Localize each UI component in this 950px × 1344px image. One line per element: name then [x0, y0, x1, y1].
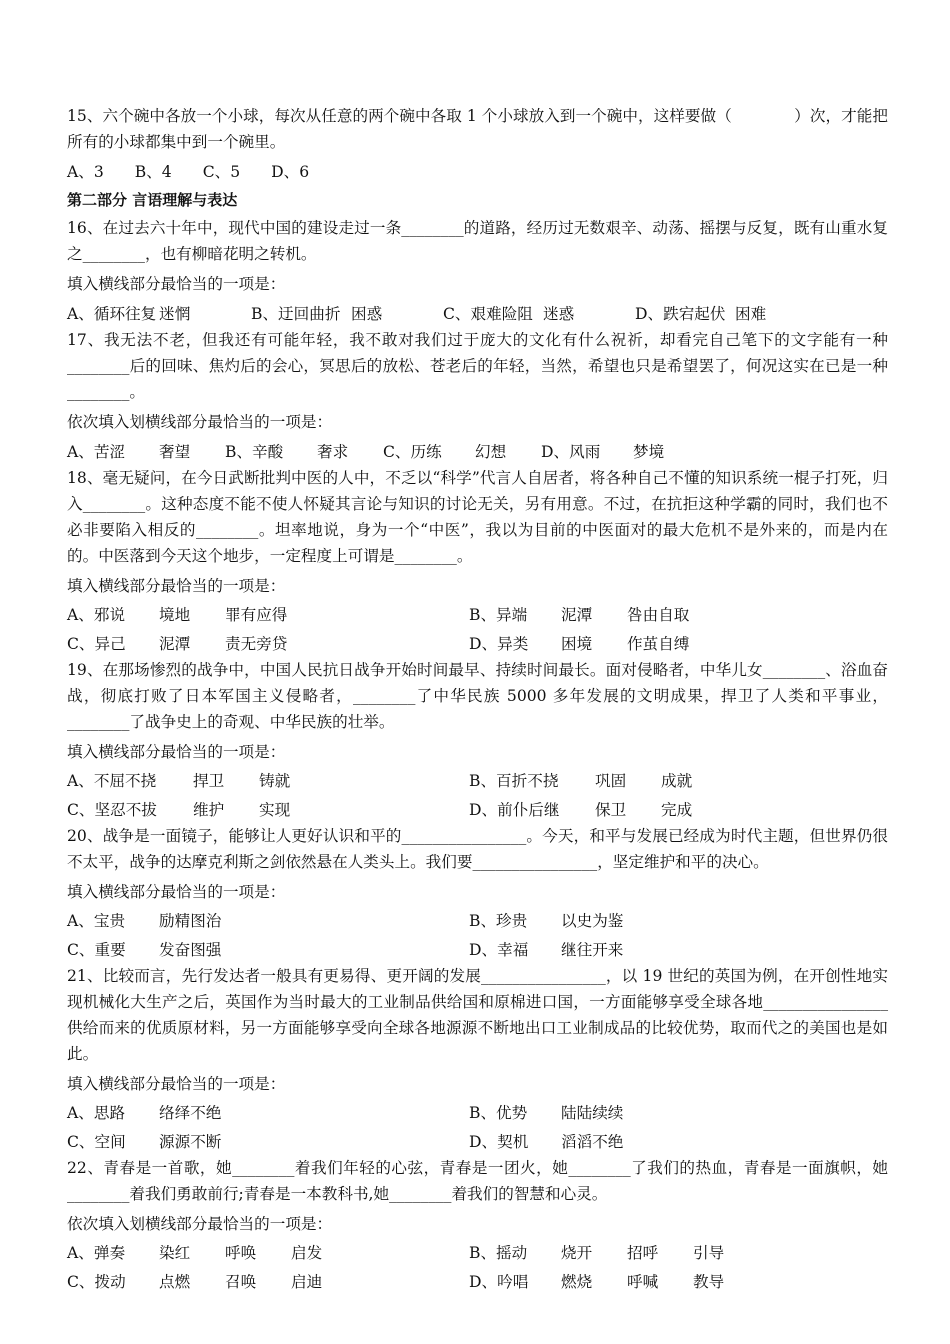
q19-option-b-3: 成就: [661, 772, 693, 790]
q18-option-b-3: 咎由自取: [627, 606, 690, 624]
q18-option-a-1: A、邪说: [67, 606, 126, 624]
q22-option-b-4: 引导: [693, 1244, 725, 1262]
q18-option-d-3: 作茧自缚: [627, 635, 690, 653]
q21-option-b-1: B、优势: [469, 1104, 528, 1122]
q19-option-a-3: 铸就: [259, 772, 291, 790]
q17-text: 17、我无法不老，但我还有可能年轻，我不敢对我们过于庞大的文化有什么祝祈，却看完自己笔下的文字能有一种________后的回味、焦灼后的会心，冥思后的放松、苍老后的年轻，当然，希望也只是希望罢了，何况这实在已是一种________。: [67, 331, 888, 401]
q22-options-row2: [67, 1269, 888, 1295]
q16-prompt: 填入横线部分最恰当的一项是：: [67, 275, 286, 293]
q22-option-a-3: 呼唤: [225, 1244, 257, 1262]
q19-option-a-2: 捍卫: [193, 772, 225, 790]
q22-options-row1: [67, 1240, 888, 1266]
q20-prompt: 填入横线部分最恰当的一项是：: [67, 883, 286, 901]
q18-option-d-2: 困境: [561, 635, 593, 653]
q15-option-a: A、3: [67, 163, 104, 181]
q17-prompt: 依次填入划横线部分最恰当的一项是：: [67, 413, 333, 431]
q22-option-d-1: D、吟唱: [469, 1273, 529, 1291]
q21-prompt: 填入横线部分最恰当的一项是：: [67, 1075, 286, 1093]
q16-option-a-1: A、循环往复: [67, 305, 157, 323]
q22-option-c-2: 点燃: [159, 1273, 191, 1291]
q16-option-a-2: 迷惘: [159, 305, 191, 323]
q20-option-a-2: 励精图治: [159, 912, 222, 930]
q22-text: 22、青春是一首歌，她________着我们年轻的心弦，青春是一团火，她________了我们的热血，青春是一面旗帜，她________着我们勇敢前行;青春是一本教科书,她________着我们的智慧和心灵。: [67, 1159, 888, 1203]
q16-option-b-1: B、迂回曲折: [251, 305, 341, 323]
q20-option-d-1: D、幸福: [469, 941, 529, 959]
section-title: 第二部分 言语理解与表达: [67, 191, 238, 209]
q17-option-c-1: C、历练: [383, 443, 442, 461]
q19-option-d-3: 完成: [661, 801, 693, 819]
q22-option-b-1: B、摇动: [469, 1244, 528, 1262]
q21-options-row2: [67, 1129, 888, 1155]
q19-option-b-1: B、百折不挠: [469, 772, 559, 790]
q21-option-c-2: 源源不断: [159, 1133, 222, 1151]
q17-option-b-2: 奢求: [317, 443, 349, 461]
q15-text: 15、六个碗中各放一个小球，每次从任意的两个碗中各取 1 个小球放入到一个碗中，这样要做（ ）次，才能把所有的小球都集中到一个碗里。: [67, 107, 888, 151]
q22-option-a-4: 启发: [291, 1244, 323, 1262]
q22-prompt: 依次填入划横线部分最恰当的一项是：: [67, 1215, 333, 1233]
q17-option-a-1: A、苦涩: [67, 443, 126, 461]
q19-option-a-1: A、不屈不挠: [67, 772, 157, 790]
q20-option-a-1: A、宝贵: [67, 912, 126, 930]
q22-option-b-3: 招呼: [627, 1244, 659, 1262]
q15-option-d: D、6: [271, 163, 310, 181]
q17-option-d-2: 梦境: [633, 443, 665, 461]
q19-prompt: 填入横线部分最恰当的一项是：: [67, 743, 286, 761]
q16-option-b-2: 困惑: [351, 305, 383, 323]
q16-text: 16、在过去六十年中，现代中国的建设走过一条________的道路，经历过无数艰辛、动荡、摇摆与反复，既有山重水复之________，也有柳暗花明之转机。: [67, 219, 888, 263]
q21-option-d-1: D、契机: [469, 1133, 529, 1151]
q22-option-b-2: 烧开: [561, 1244, 593, 1262]
q19-option-c-1: C、坚忍不拔: [67, 801, 157, 819]
q22-option-d-4: 教导: [693, 1273, 725, 1291]
q18-prompt: 填入横线部分最恰当的一项是：: [67, 577, 286, 595]
q21-option-a-1: A、思路: [67, 1104, 126, 1122]
q20-option-b-2: 以史为鉴: [561, 912, 624, 930]
q19-option-d-2: 保卫: [595, 801, 627, 819]
q20-text: 20、战争是一面镜子，能够让人更好认识和平的________________。今天，和平与发展已经成为时代主题，但世界仍很不太平，战争的达摩克利斯之剑依然悬在人类头上。我们要________________，坚定维护和平的决心。: [67, 827, 888, 871]
q20-options-row2: [67, 937, 888, 963]
q18-option-b-2: 泥潭: [561, 606, 593, 624]
q22-option-d-2: 燃烧: [561, 1273, 593, 1291]
q22-option-a-2: 染红: [159, 1244, 191, 1262]
q21-option-b-2: 陆陆续续: [561, 1104, 624, 1122]
q22-option-c-1: C、拨动: [67, 1273, 126, 1291]
q17-option-c-2: 幻想: [475, 443, 507, 461]
q22-option-d-3: 呼喊: [627, 1273, 659, 1291]
q20-options-row1: [67, 908, 888, 934]
q18-option-d-1: D、异类: [469, 635, 529, 653]
q16-option-c-2: 迷惑: [543, 305, 575, 323]
q19-option-d-1: D、前仆后继: [469, 801, 560, 819]
q18-text: 18、毫无疑问，在今日武断批判中医的人中，不乏以“科学”代言人自居者，将各种自己不懂的知识系统一棍子打死，归入________。这种态度不能不使人怀疑其言论与知识的讨论无关，另有用意。不过，在抗拒这种学霸的同时，我们也不必非要陷入相反的________。坦率地说，身为一个“中医”，我以为目前的中医面对的最大危机不是外来的，而是内在的。中医落到今天这个地步，一定程度上可谓是________。: [67, 469, 888, 565]
q18-option-b-1: B、异端: [469, 606, 528, 624]
q20-option-c-1: C、重要: [67, 941, 126, 959]
q21-option-a-2: 络绎不绝: [159, 1104, 222, 1122]
q16-option-d-2: 困难: [735, 305, 767, 323]
q19-option-b-2: 巩固: [595, 772, 627, 790]
q18-option-a-3: 罪有应得: [225, 606, 288, 624]
q22-option-c-4: 启迪: [291, 1273, 323, 1291]
q15-option-c: C、5: [202, 163, 241, 181]
q16-option-c-1: C、艰难险阻: [443, 305, 533, 323]
q19-options-row1: [67, 768, 888, 794]
q18-option-c-1: C、异己: [67, 635, 126, 653]
q19-option-c-2: 维护: [193, 801, 225, 819]
q22-option-c-3: 召唤: [225, 1273, 257, 1291]
q21-option-d-2: 滔滔不绝: [561, 1133, 624, 1151]
q16-option-d-1: D、跌宕起伏: [635, 305, 726, 323]
q16-options: [67, 301, 888, 327]
q18-option-c-2: 泥潭: [159, 635, 191, 653]
q21-options-row1: [67, 1100, 888, 1126]
q21-option-c-1: C、空间: [67, 1133, 126, 1151]
q20-option-c-2: 发奋图强: [159, 941, 222, 959]
q18-options-row1: [67, 602, 888, 628]
q20-option-b-1: B、珍贵: [469, 912, 528, 930]
q18-option-c-3: 责无旁贷: [225, 635, 288, 653]
q17-options: [67, 439, 888, 465]
q17-option-b-1: B、辛酸: [225, 443, 284, 461]
q19-option-c-3: 实现: [259, 801, 291, 819]
q19-text: 19、在那场惨烈的战争中，中国人民抗日战争开始时间最早、持续时间最长。面对侵略者，中华儿女________、浴血奋战，彻底打败了日本军国主义侵略者，________了中华民族 5000 多年发展的文明成果，捍卫了人类和平事业，________了战争史上的奇观、中华民族的壮举。: [67, 661, 888, 731]
q19-options-row2: [67, 797, 888, 823]
q18-options-row2: [67, 631, 888, 657]
q15-options: [67, 159, 888, 185]
q17-option-d-1: D、风雨: [541, 443, 601, 461]
q15-option-b: B、4: [134, 163, 172, 181]
q21-text: 21、比较而言，先行发达者一般具有更易得、更开阔的发展________________，以 19 世纪的英国为例，在开创性地实现机械化大生产之后，英国作为当时最大的工业制品供给国和原棉进口国，一方面能够享受全球各地________________供给而来的优质原材料，另一方面能够享受向全球各地源源不断地出口工业制成品的比较优势，取而代之的美国也是如此。: [67, 967, 888, 1063]
q22-option-a-1: A、弹奏: [67, 1244, 126, 1262]
q17-option-a-2: 奢望: [159, 443, 191, 461]
q18-option-a-2: 境地: [159, 606, 191, 624]
q20-option-d-2: 继往开来: [561, 941, 624, 959]
